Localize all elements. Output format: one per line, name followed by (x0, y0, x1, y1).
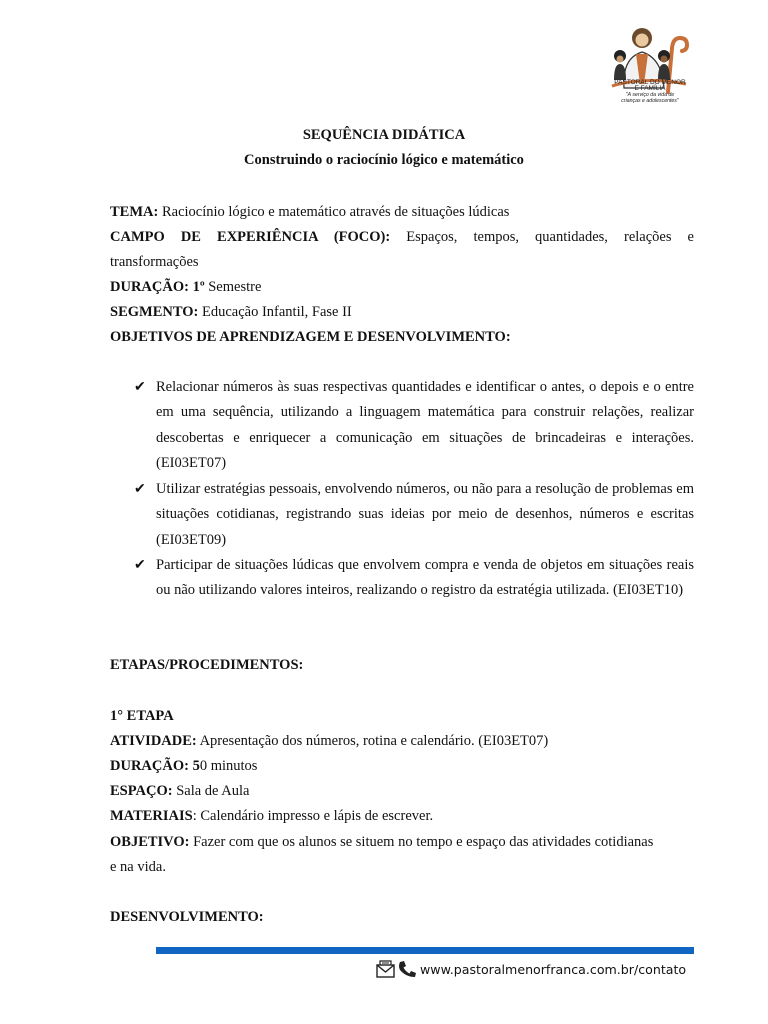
objetivo-line-continued: e na vida. (110, 859, 166, 875)
document-subtitle: Construindo o raciocínio lógico e matemático (244, 152, 524, 168)
desenvolvimento-heading (110, 905, 694, 930)
tema-label: TEMA: (110, 204, 159, 220)
etapa-duracao-label: DURAÇÃO: (110, 758, 189, 774)
espaco-line (110, 779, 694, 804)
atividade-label: ATIVIDADE: (110, 733, 197, 749)
check-icon: ✔ (134, 380, 146, 395)
etapa1-heading (110, 704, 694, 729)
check-icon: ✔ (134, 558, 146, 573)
etapas-heading-text: ETAPAS/PROCEDIMENTOS: (110, 657, 304, 673)
objetivo-line (110, 830, 694, 855)
segmento-value: Educação Infantil, Fase II (198, 304, 352, 320)
mail-icon (376, 960, 396, 978)
desenvolvimento-heading-text: DESENVOLVIMENTO: (110, 909, 264, 925)
logo-line-4: crianças e adolescentes" (621, 98, 679, 104)
footer-contact (376, 956, 686, 982)
etapa-duracao-value-bold: 5 (188, 758, 200, 774)
duracao-value-bold: 1º (188, 279, 205, 295)
objetivo-item-2: Utilizar estratégias pessoais, envolvendo números, ou não para a resolução de problemas em situações cotidianas, registrando suas ideias por meio de desenhos, números e escritas (EI03ET09) (156, 481, 694, 548)
objetivo-label: OBJETIVO: (110, 834, 190, 850)
atividade-line (110, 729, 694, 754)
objetivos-heading-text: OBJETIVOS DE APRENDIZAGEM E DESENVOLVIMENTO: (110, 329, 511, 345)
footer-icons (376, 960, 417, 978)
segmento-label: SEGMENTO: (110, 304, 199, 320)
duracao-value: Semestre (204, 279, 262, 295)
atividade-value: Apresentação dos números, rotina e calendário. (EI03ET07) (196, 733, 549, 749)
logo-line-2: E FAMÍLIA (634, 85, 666, 92)
campo-line-continued: transformações (110, 254, 199, 270)
footer-url[interactable]: www.pastoralmenorfranca.com.br/contato (420, 961, 687, 977)
materiais-label: MATERIAIS (110, 808, 193, 824)
campo-value: Espaços, tempos, quantidades, relações e (390, 229, 694, 245)
phone-icon (397, 960, 417, 978)
objetivos-heading (110, 325, 694, 350)
logo-line-1: PASTORAL DO MENOR (614, 79, 686, 86)
check-icon: ✔ (134, 482, 146, 497)
duracao-line (110, 275, 694, 300)
logo-caption (600, 80, 700, 104)
etapas-heading (110, 653, 694, 678)
objetivo-value: Fazer com que os alunos se situem no tempo e espaço das atividades cotidianas (189, 834, 654, 850)
logo-line-3: "A serviço da vida de (625, 92, 675, 98)
duracao-label: DURAÇÃO: (110, 279, 189, 295)
objetivo-item-1: Relacionar números às suas respectivas quantidades e identificar o antes, o depois e o entre em uma sequência, utilizando a linguagem matemática para construir relações, realizar descobertas e enriquecer a comunicação em situações de brincadeiras e interações. (EI03ET07) (156, 379, 694, 471)
materiais-line (110, 804, 694, 829)
espaco-value: Sala de Aula (172, 783, 250, 799)
tema-line (110, 200, 694, 225)
footer-bar (156, 947, 694, 954)
etapa-duracao-line (110, 754, 694, 779)
etapa1-heading-text: 1° ETAPA (110, 708, 174, 724)
campo-label: CAMPO DE EXPERIÊNCIA (FOCO): (110, 229, 391, 245)
segmento-line (110, 300, 694, 325)
document-title: SEQUÊNCIA DIDÁTICA (302, 127, 466, 143)
campo-line (110, 225, 694, 250)
espaco-label: ESPAÇO: (110, 783, 173, 799)
objetivo-item-3: Participar de situações lúdicas que envolvem compra e venda de objetos em situações reais ou não utilizando valores inteiros, realizando o registro da estratégia utilizada. (EI03ET10) (156, 557, 694, 599)
materiais-value: : Calendário impresso e lápis de escrever. (192, 808, 434, 824)
tema-value: Raciocínio lógico e matemático através de situações lúdicas (158, 204, 510, 220)
etapa-duracao-value: 0 minutos (199, 758, 258, 774)
